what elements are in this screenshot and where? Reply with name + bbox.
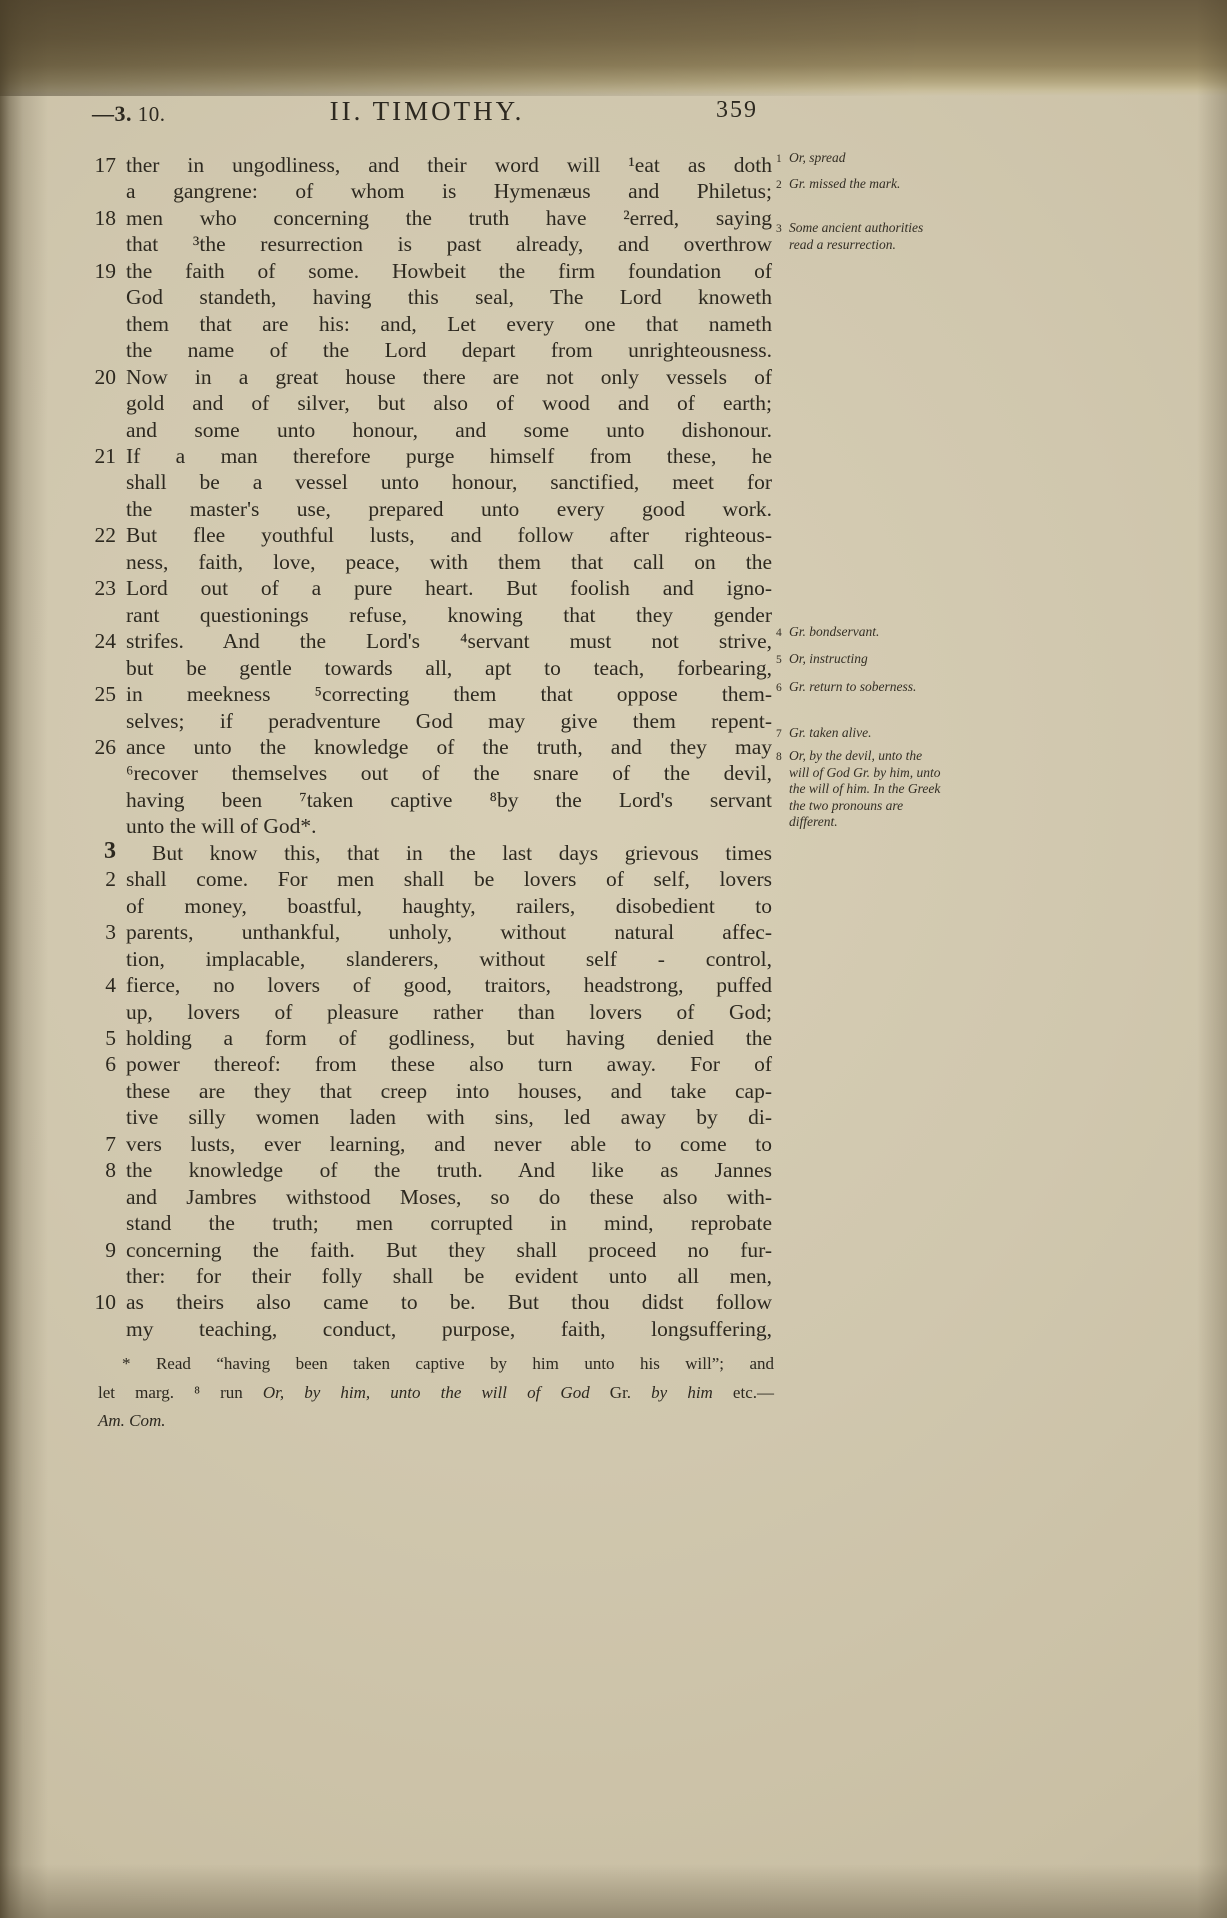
margin-note-6 xyxy=(776,679,941,696)
text-line xyxy=(84,390,772,416)
text-line xyxy=(84,469,772,495)
verse-number: 22 xyxy=(94,523,116,548)
page-header xyxy=(84,96,770,132)
verse-number: 25 xyxy=(94,682,116,707)
line-text: ther: for their folly shall be evident unto all men, xyxy=(126,1264,772,1289)
text-line xyxy=(84,866,772,892)
footnote xyxy=(98,1350,774,1436)
margin-note-number: 4 xyxy=(776,627,782,639)
line-text: and some unto honour, and some unto dishonour. xyxy=(126,417,772,442)
line-text: the master's use, prepared unto every good work. xyxy=(126,496,772,521)
chapter-number: 3 xyxy=(104,837,116,864)
margin-note-text: Gr. taken alive. xyxy=(789,725,872,740)
line-text: vers lusts, ever learning, and never able to come to xyxy=(126,1131,772,1156)
scripture-lines xyxy=(84,152,772,1342)
margin-note-3 xyxy=(776,220,941,253)
text-line xyxy=(84,231,772,257)
line-text: Now in a great house there are not only vessels of xyxy=(126,364,772,389)
line-text: shall be a vessel unto honour, sanctified, meet for xyxy=(126,470,772,495)
footnote-line xyxy=(98,1379,774,1408)
line-text: ther in ungodliness, and their word will ¹eat as doth xyxy=(126,153,772,177)
line-text: But flee youthful lusts, and follow after righteous- xyxy=(126,523,772,548)
text-line xyxy=(84,337,772,363)
verse-number: 20 xyxy=(94,364,116,389)
verse-number: 7 xyxy=(105,1131,116,1156)
line-text: selves; if peradventure God may give them repent- xyxy=(126,708,772,733)
line-text: tive silly women laden with sins, led away by di- xyxy=(126,1105,772,1130)
footnote-text-italic: Or, by him, unto the will of God xyxy=(262,1382,590,1402)
line-text: parents, unthankful, unholy, without natural affec- xyxy=(126,920,772,945)
line-text: up, lovers of pleasure rather than lovers of God; xyxy=(126,999,772,1024)
line-text: tion, implacable, slanderers, without self - control, xyxy=(126,946,772,971)
margin-note-number: 1 xyxy=(776,153,782,165)
line-text: the knowledge of the truth. And like as Jannes xyxy=(126,1158,772,1183)
line-text: concerning the faith. But they shall proceed no fur- xyxy=(126,1237,772,1262)
text-line xyxy=(84,258,772,284)
line-text: shall come. For men shall be lovers of self, lovers xyxy=(126,867,772,892)
text-line xyxy=(84,284,772,310)
margin-note-text: Some ancient authorities read a resurrection. xyxy=(789,220,924,252)
line-text: holding a form of godliness, but having denied the xyxy=(126,1025,772,1050)
text-line xyxy=(84,787,772,813)
verse-number: 23 xyxy=(94,576,116,601)
text-line xyxy=(84,681,772,707)
text-line xyxy=(84,575,772,601)
section-reference-chapter: —3. xyxy=(92,101,132,126)
section-reference-verse: 10. xyxy=(132,102,166,126)
line-text: as theirs also came to be. But thou didst follow xyxy=(126,1290,772,1315)
footnote-text-italic: by him xyxy=(651,1382,713,1402)
verse-number: 9 xyxy=(105,1237,116,1262)
text-line xyxy=(84,178,772,204)
verse-number: 18 xyxy=(94,205,116,230)
text-line xyxy=(84,1184,772,1210)
text-line xyxy=(84,1157,772,1183)
margin-note-number: 2 xyxy=(776,179,782,191)
margin-note-text: Gr. missed the mark. xyxy=(789,176,901,191)
verse-number: 17 xyxy=(94,153,116,177)
line-text: God standeth, having this seal, The Lord knoweth xyxy=(126,285,772,310)
margin-note-number: 3 xyxy=(776,223,782,235)
text-line xyxy=(84,1025,772,1051)
text-line xyxy=(84,813,772,839)
margin-note-text: Or, by the devil, unto the will of God Gr. by him, unto the will of him. In the Greek the two pronouns are different. xyxy=(789,748,941,829)
page-edge-right xyxy=(1197,0,1227,1918)
text-line xyxy=(84,893,772,919)
line-text: unto the will of God*. xyxy=(126,814,317,839)
margin-note-2 xyxy=(776,176,941,193)
text-line xyxy=(84,734,772,760)
line-text: a gangrene: of whom is Hymenæus and Philetus; xyxy=(126,179,772,204)
text-line xyxy=(84,760,772,786)
text-line xyxy=(84,628,772,654)
line-text: If a man therefore purge himself from these, he xyxy=(126,443,772,468)
text-line xyxy=(84,1131,772,1157)
footnote-text: etc.— xyxy=(712,1382,774,1402)
text-line xyxy=(84,205,772,231)
text-line xyxy=(84,946,772,972)
page-edge-top xyxy=(0,0,1227,96)
margin-note-number: 5 xyxy=(776,654,782,666)
verse-number: 8 xyxy=(105,1158,116,1183)
line-text: men who concerning the truth have ²erred, saying xyxy=(126,205,772,230)
margin-note-number: 7 xyxy=(776,728,782,740)
text-line xyxy=(84,443,772,469)
verse-number: 4 xyxy=(105,973,116,998)
verse-number: 3 xyxy=(105,920,116,945)
line-text: gold and of silver, but also of wood and of earth; xyxy=(126,391,772,416)
margin-note-4 xyxy=(776,624,941,641)
margin-note-7 xyxy=(776,725,941,742)
text-line xyxy=(84,496,772,522)
line-text: ness, faith, love, peace, with them that call on the xyxy=(126,549,772,574)
text-line xyxy=(84,1263,772,1289)
page-title: II. TIMOTHY. xyxy=(329,96,525,126)
verse-number: 10 xyxy=(94,1290,116,1315)
text-line xyxy=(84,919,772,945)
verse-number: 2 xyxy=(105,867,116,892)
text-line xyxy=(84,999,772,1025)
line-text: my teaching, conduct, purpose, faith, longsuffering, xyxy=(126,1316,772,1341)
margin-note-text: Or, instructing xyxy=(789,651,868,666)
verse-number: 21 xyxy=(94,443,116,468)
line-text: these are they that creep into houses, and take cap- xyxy=(126,1078,772,1103)
verse-number: 6 xyxy=(105,1052,116,1077)
footnote-line: Am. Com. xyxy=(98,1411,166,1430)
text-line xyxy=(84,152,772,178)
margin-note-text: Gr. bondservant. xyxy=(789,624,880,639)
line-text: the faith of some. Howbeit the firm foundation of xyxy=(126,258,772,283)
margin-note-8 xyxy=(776,748,941,831)
text-line xyxy=(84,549,772,575)
line-text: stand the truth; men corrupted in mind, reprobate xyxy=(126,1211,772,1236)
line-text: in meekness ⁵correcting them that oppose them- xyxy=(126,682,772,707)
line-text: and Jambres withstood Moses, so do these also with- xyxy=(126,1184,772,1209)
line-text: that ³the resurrection is past already, and overthrow xyxy=(126,232,772,257)
text-line xyxy=(84,1051,772,1077)
page-number: 359 xyxy=(716,97,758,123)
page-edge-bottom xyxy=(0,1864,1227,1918)
margin-note-number: 6 xyxy=(776,682,782,694)
footnote-line: * Read “having been taken captive by him unto his will”; and xyxy=(122,1354,774,1373)
text-line xyxy=(84,972,772,998)
line-text: But know this, that in the last days grievous times xyxy=(152,840,772,865)
text-line xyxy=(84,1078,772,1104)
margin-note-text: Or, spread xyxy=(789,150,846,165)
text-line xyxy=(84,1210,772,1236)
text-line xyxy=(84,522,772,548)
text-line xyxy=(84,1316,772,1342)
line-text: the name of the Lord depart from unrighteousness. xyxy=(126,338,772,363)
text-line xyxy=(84,1289,772,1315)
margin-note-5 xyxy=(776,651,941,668)
chapter-start-line xyxy=(84,837,772,866)
verse-number: 24 xyxy=(94,629,116,654)
footnote-text: let marg. ⁸ run xyxy=(98,1382,263,1402)
line-text: fierce, no lovers of good, traitors, headstrong, puffed xyxy=(126,973,772,998)
line-text: them that are his: and, Let every one that nameth xyxy=(126,311,772,336)
verse-number: 19 xyxy=(94,258,116,283)
margin-note-1 xyxy=(776,150,941,167)
line-text: ⁶recover themselves out of the snare of the devil, xyxy=(126,761,772,786)
text-line xyxy=(84,1237,772,1263)
text-line xyxy=(84,1104,772,1130)
page-edge-left xyxy=(0,0,48,1918)
line-text: ance unto the knowledge of the truth, and they may xyxy=(126,734,772,759)
text-line xyxy=(84,364,772,390)
line-text: of money, boastful, haughty, railers, disobedient to xyxy=(126,893,772,918)
text-line xyxy=(84,602,772,628)
line-text: strifes. And the Lord's ⁴servant must not strive, xyxy=(126,629,772,654)
line-text: having been ⁷taken captive ⁸by the Lord's servant xyxy=(126,787,772,812)
margin-note-number: 8 xyxy=(776,751,782,763)
text-line xyxy=(84,708,772,734)
margin-note-text: Gr. return to soberness. xyxy=(789,679,917,694)
text-line xyxy=(84,311,772,337)
text-line xyxy=(84,417,772,443)
verse-number: 26 xyxy=(94,734,116,759)
line-text: but be gentle towards all, apt to teach, forbearing, xyxy=(126,655,772,680)
text-line xyxy=(84,655,772,681)
footnote-text: Gr. xyxy=(589,1382,652,1402)
line-text: Lord out of a pure heart. But foolish and igno- xyxy=(126,576,772,601)
verse-number: 5 xyxy=(105,1025,116,1050)
line-text: power thereof: from these also turn away. For of xyxy=(126,1052,772,1077)
line-text: rant questionings refuse, knowing that they gender xyxy=(126,602,772,627)
